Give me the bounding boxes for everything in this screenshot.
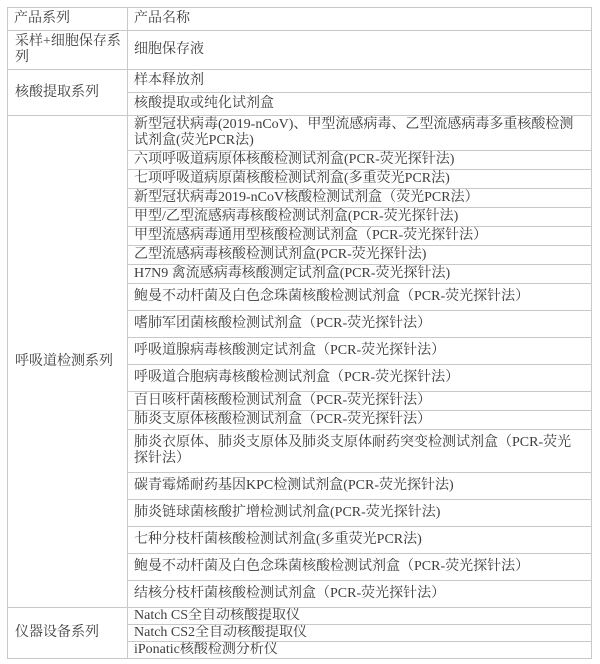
- product-cell: 七项呼吸道病原菌核酸检测试剂盒(多重荧光PCR法): [128, 170, 592, 189]
- table-body: [8, 31, 592, 659]
- series-cell: 采样+细胞保存系列: [8, 31, 128, 70]
- product-cell: 嗜肺军团菌核酸检测试剂盒（PCR-荧光探针法）: [128, 311, 592, 338]
- product-cell: 七种分枝杆菌核酸检测试剂盒(多重荧光PCR法): [128, 527, 592, 554]
- product-cell: Natch CS全自动核酸提取仪: [128, 608, 592, 625]
- product-cell: 肺炎链球菌核酸扩增检测试剂盒(PCR-荧光探针法): [128, 500, 592, 527]
- product-cell: Natch CS2全自动核酸提取仪: [128, 625, 592, 642]
- product-cell: 新型冠状病毒2019-nCoV核酸检测试剂盒（荧光PCR法）: [128, 189, 592, 208]
- series-cell: 呼吸道检测系列: [8, 116, 128, 608]
- product-cell: 样本释放剂: [128, 70, 592, 93]
- product-cell: 碳青霉烯耐药基因KPC检测试剂盒(PCR-荧光探针法): [128, 473, 592, 500]
- product-cell: iPonatic核酸检测分析仪: [128, 642, 592, 659]
- series-cell: 仪器设备系列: [8, 608, 128, 659]
- product-cell: 甲型流感病毒通用型核酸检测试剂盒（PCR-荧光探针法）: [128, 227, 592, 246]
- product-cell: H7N9 禽流感病毒核酸测定试剂盒(PCR-荧光探针法): [128, 265, 592, 284]
- column-header-series: 产品系列: [8, 8, 128, 31]
- header-row: [8, 8, 592, 31]
- product-cell: 肺炎衣原体、肺炎支原体及肺炎支原体耐药突变检测试剂盒（PCR-荧光探针法）: [128, 430, 592, 473]
- product-table: [7, 7, 592, 659]
- product-cell: 呼吸道腺病毒核酸测定试剂盒（PCR-荧光探针法）: [128, 338, 592, 365]
- product-cell: 六项呼吸道病原体核酸检测试剂盒(PCR-荧光探针法): [128, 151, 592, 170]
- product-cell: 肺炎支原体核酸检测试剂盒（PCR-荧光探针法）: [128, 411, 592, 430]
- product-cell: 鲍曼不动杆菌及白色念珠菌核酸检测试剂盒（PCR-荧光探针法）: [128, 554, 592, 581]
- column-header-product-name: 产品名称: [128, 8, 592, 31]
- table-row: [8, 31, 592, 70]
- product-cell: 结核分枝杆菌核酸检测试剂盒（PCR-荧光探针法）: [128, 581, 592, 608]
- product-cell: 核酸提取或纯化试剂盒: [128, 93, 592, 116]
- product-cell: 鲍曼不动杆菌及白色念珠菌核酸检测试剂盒（PCR-荧光探针法）: [128, 284, 592, 311]
- product-cell: 细胞保存液: [128, 31, 592, 70]
- table-row: [8, 70, 592, 93]
- product-cell: 呼吸道合胞病毒核酸检测试剂盒（PCR-荧光探针法）: [128, 365, 592, 392]
- series-cell: 核酸提取系列: [8, 70, 128, 116]
- product-cell: 百日咳杆菌核酸检测试剂盒（PCR-荧光探针法）: [128, 392, 592, 411]
- product-cell: 新型冠状病毒(2019-nCoV)、甲型流感病毒、乙型流感病毒多重核酸检测试剂盒(荧光PCR法): [128, 116, 592, 151]
- product-cell: 乙型流感病毒核酸检测试剂盒(PCR-荧光探针法): [128, 246, 592, 265]
- product-cell: 甲型/乙型流感病毒核酸检测试剂盒(PCR-荧光探针法): [128, 208, 592, 227]
- table-row: [8, 608, 592, 625]
- table-row: [8, 116, 592, 151]
